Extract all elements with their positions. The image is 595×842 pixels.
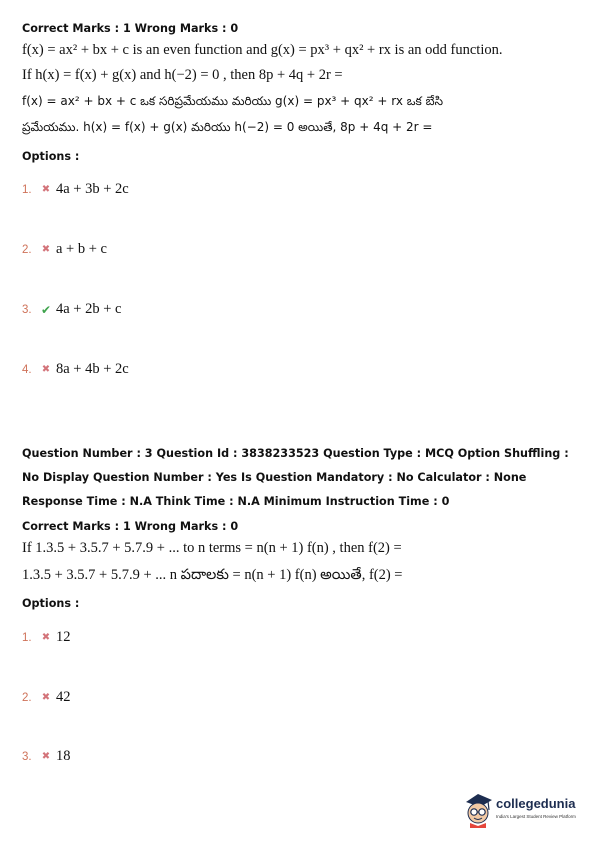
cross-icon: ✖ (41, 632, 51, 643)
q3-meta-info: Question Number : 3 Question Id : 3838233523 Question Type : MCQ Option Shuffling : No Display Question Number : Yes Is Question Mandatory : No Calculator : None Response Time : N.A Think Time : N.A Minimum Instruction Time : 0 (22, 447, 569, 508)
q3-marks-line: Correct Marks : 1 Wrong Marks : 0 (22, 520, 239, 533)
option-text: 18 (56, 748, 71, 764)
option-number: 1. (22, 183, 32, 196)
logo-wordmark: collegedunia (496, 796, 576, 811)
q3-stem-english: If 1.3.5 + 3.5.7 + 5.7.9 + ... to n terms = n(n + 1) f(n) , then f(2) = (22, 540, 402, 556)
cross-icon: ✖ (41, 244, 51, 255)
option-text: 4a + 2b + c (56, 301, 122, 317)
option-text: 4a + 3b + 2c (56, 181, 129, 197)
q2-options-label: Options : (22, 150, 80, 163)
q3-option-3[interactable] (22, 748, 71, 765)
option-number: 3. (22, 750, 32, 763)
option-text: 12 (56, 629, 71, 645)
q2-option-2[interactable] (22, 241, 107, 258)
option-number: 3. (22, 303, 32, 316)
option-text: 42 (56, 689, 71, 705)
option-number: 2. (22, 243, 32, 256)
option-number: 1. (22, 631, 32, 644)
cross-icon: ✖ (41, 184, 51, 195)
q3-options-label: Options : (22, 597, 80, 610)
q2-stem-english-line-2: If h(x) = f(x) + g(x) and h(−2) = 0 , then 8p + 4q + 2r = (22, 67, 343, 83)
q3-stem-telugu: 1.3.5 + 3.5.7 + 5.7.9 + ... n పదాలకు = n(n + 1) f(n) అయితే, f(2) = (22, 567, 403, 583)
cross-icon: ✖ (41, 751, 51, 762)
collegedunia-logo (462, 790, 587, 830)
q3-option-1[interactable] (22, 629, 71, 646)
student-mascot-icon (462, 790, 494, 828)
q2-option-1[interactable] (22, 181, 129, 198)
logo-tagline: India's Largest Student Review Platform (496, 814, 576, 819)
q2-stem-telugu-line-2: ప్రమేయము. h(x) = f(x) + g(x) మరియు h(−2) = 0 అయితే, 8p + 4q + 2r = (22, 120, 433, 134)
q2-option-4[interactable] (22, 361, 129, 378)
q3-option-2[interactable] (22, 689, 71, 706)
option-number: 2. (22, 691, 32, 704)
option-text: a + b + c (56, 241, 107, 257)
cross-icon: ✖ (41, 692, 51, 703)
option-text: 8a + 4b + 2c (56, 361, 129, 377)
cross-icon: ✖ (41, 364, 51, 375)
checkmark-icon: ✔ (40, 302, 52, 317)
option-number: 4. (22, 363, 32, 376)
q2-option-3[interactable] (22, 301, 121, 318)
q2-stem-telugu-line-1: f(x) = ax² + bx + c ఒక సరిప్రమేయము మరియు g(x) = px³ + qx² + rx ఒక బేసి (22, 94, 444, 108)
q2-stem-english-line-1: f(x) = ax² + bx + c is an even function and g(x) = px³ + qx² + rx is an odd function. (22, 42, 503, 58)
q2-marks-line: Correct Marks : 1 Wrong Marks : 0 (22, 22, 239, 35)
